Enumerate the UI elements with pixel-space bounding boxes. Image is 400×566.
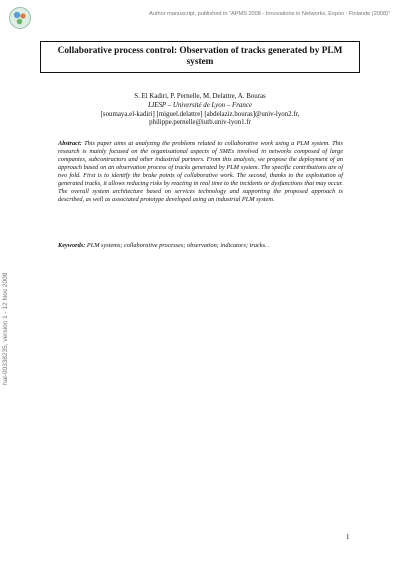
keywords-text: PLM systems; collaborative processes; observation; indicators; tracks. .: [86, 242, 270, 249]
keywords: [58, 242, 343, 250]
hal-logo-icon: [8, 6, 32, 30]
manuscript-note: Author manuscript, published in "APMS 2008 - Innovations in Networks, Espoo : Finlande (2008)": [149, 11, 390, 17]
affiliation: LIESP – Université de Lyon – France: [148, 101, 252, 109]
page-number: 1: [346, 533, 350, 541]
emails-line-1: [soumaya.el-kadiri] [miguel.delattre] [abdelaziz.bouras]@univ-lyon2.fr,: [100, 110, 300, 118]
abstract: [58, 140, 343, 204]
author-block: [60, 93, 340, 128]
keywords-label: Keywords:: [58, 242, 86, 249]
authors: S. El Kadiri, P. Pernelle, M. Delattre, A. Bouras: [134, 93, 266, 100]
emails-line-2: philippe.pernelle@iutb.univ-lyon1.fr: [149, 119, 251, 127]
paper-title: Collaborative process control: Observation of tracks generated by PLM system: [40, 41, 360, 73]
abstract-text: This paper aims at analyzing the problems related to collaborative work using a PLM system. This research is mainly focused on the organisational aspects of SMEs involved in networks composed of large companies, subcontractors and other industrial partners. From this analysis, we propose the deployment of an approach based on an observation process of tracks generated by PLM system. The specific contributions are of two fold. First is to identify the brake points of collaborative work. The second, thanks to the exploitation of generated tracks, it allows reducing risks by reacting in real time to the incidents or dysfunctions that may occur. The overall system architecture based on services technology and supporting the proposed approach is described, as well as associated prototype developed using an industrial PLM system.: [58, 140, 343, 204]
hal-identifier: hal-00338235, version 1 - 12 Nov 2008: [2, 272, 9, 385]
abstract-label: Abstract:: [58, 140, 82, 147]
